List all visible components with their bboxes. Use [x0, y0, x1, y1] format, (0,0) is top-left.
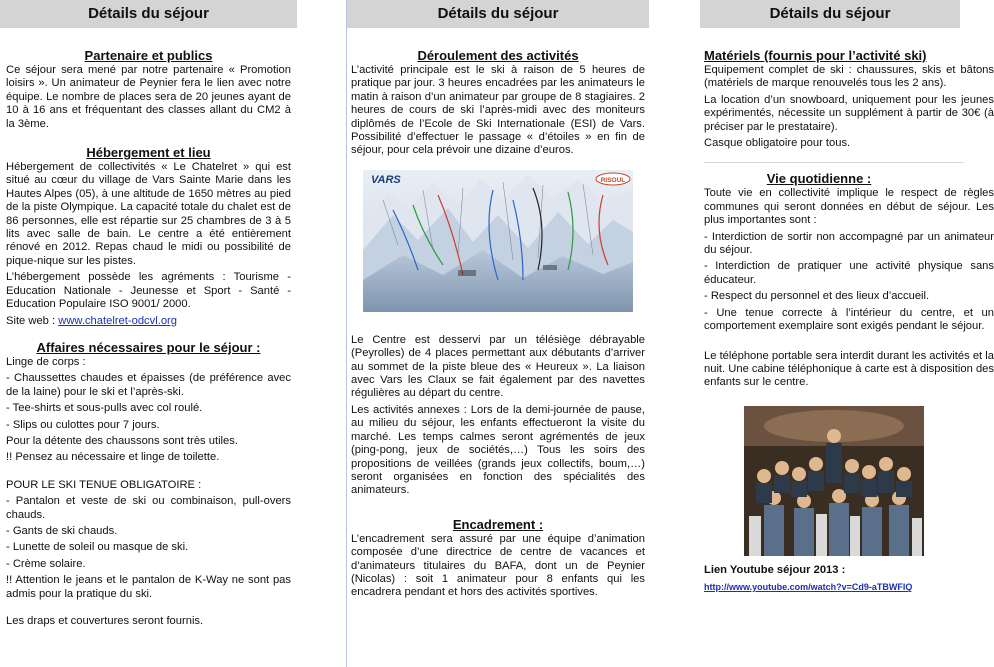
belongings-line: Linge de corps : — [6, 355, 86, 368]
youtube-link[interactable]: http://www.youtube.com/watch?v=Cd9-aTBWFlQ — [704, 582, 913, 593]
rule-item: - Respect du personnel et des lieux d’accueil. — [704, 290, 930, 303]
website-label: Site web : — [6, 314, 59, 327]
annex-activities-text: Les activités annexes : Lors de la demi-journée de pause, au milieu du séjour, les enfants effectueront la visite du marché. Les temps calmes seront agrémentés de jeux (ping-pong, jeux de sociétés,…) Tous les soirs des propositions de veillées (grands jeux collectifs, boum,…) seront organisées en fonction des spécialités des animateurs. — [351, 403, 645, 497]
snowboard-text: La location d’un snowboard, uniquement pour les jeunes expérimentés, nécessite un supplément à partir de 30€ (à préciser par le prestataire). — [704, 93, 994, 133]
section-title-activities: Déroulement des activités — [417, 48, 579, 63]
ski-outfit-line: - Gants de ski chauds. — [6, 524, 118, 537]
staff-text: L’encadrement sera assuré par une équipe d’animation composée d’une directrice de centre de vacances et d’animateurs titulaires du BAFA, dont un de Peynier (Nicolas) : soit 1 animateur pour 8 enfants qui les encadrera pendant et hors des activités sportives. — [351, 532, 645, 599]
section-title-lodging: Hébergement et lieu — [86, 145, 211, 161]
belongings-line: - Slips ou culottes pour 7 jours. — [6, 418, 160, 431]
rule-item: - Interdiction de sortir non accompagné par un animateur du séjour. — [704, 230, 994, 257]
belongings-line: Pour la détente des chaussons sont très utiles. — [6, 434, 238, 447]
website-line — [6, 315, 291, 328]
column-header: Détails du séjour — [700, 0, 960, 28]
map-label-vars: VARS — [371, 173, 401, 186]
website-link[interactable]: www.chatelret-odcvl.org — [58, 314, 177, 327]
ski-area-map — [363, 170, 633, 312]
bedding-note: Les draps et couvertures seront fournis. — [6, 615, 204, 627]
column-2 — [346, 0, 649, 667]
ski-outfit-line: !! Attention le jeans et le pantalon de K-Way ne sont pas admis pour la pratique du ski. — [6, 574, 291, 600]
belongings-line: - Chaussettes chaudes et épaisses (de préférence avec de la laine) pour le ski et l’après-ski. — [6, 372, 291, 398]
rule-item: - Une tenue correcte à l’intérieur du centre, et un comportement exemplaire sont exigés pendant le séjour. — [704, 306, 994, 333]
section-title-daily-life: Vie quotidienne : — [766, 171, 872, 187]
column-1 — [0, 0, 297, 667]
ski-outfit-line: - Lunette de soleil ou masque de ski. — [6, 541, 189, 554]
phone-policy-text: Le téléphone portable sera interdit durant les activités et la nuit. Une cabine téléphonique à carte est à disposition des enfants sur le centre. — [704, 349, 994, 389]
equipment-text: Equipement complet de ski : chaussures, skis et bâtons (matériels de marque renouvelés tous les 2 ans). — [704, 64, 994, 90]
column-header: Détails du séjour — [0, 0, 297, 28]
ski-outfit-line: - Crème solaire. — [6, 557, 86, 570]
ski-outfit-line: POUR LE SKI TENUE OBLIGATOIRE : — [6, 478, 202, 491]
lodging-text: Hébergement de collectivités « Le Chatelret » qui est situé au cœur du village de Vars Sainte Marie dans les Hautes Alpes (05), à une altitude de 1650 mètres au pied de la piste Olympique. La capacité totale du chalet est de 86 personnes, elle est répartie sur 25 chambres de 3 à 5 lits avec salle de bain. Le centre a été entièrement rénové en 2012. Repas chaud le midi ou possibilité de pique-nique sur les pistes. — [6, 161, 291, 267]
belongings-line: - Tee-shirts et sous-pulls avec col roulé. — [6, 402, 203, 415]
section-title-partners: Partenaire et publics — [84, 48, 213, 63]
helmet-text: Casque obligatoire pour tous. — [704, 137, 851, 150]
belongings-line: !! Pensez au nécessaire et linge de toilette. — [6, 451, 220, 464]
activities-text: L’activité principale est le ski à raison de 5 heures de pratique par jour. 3 heures encadrées par les animateurs le matin à raison d’un animateur par groupe de 8 stagiaires. 2 heures de cours de ski l’après-midi avec des moniteurs diplômés de l’Ecole de Ski Internationale (ESI) de Vars. Possibilité d’effectuer le passage « d’étoiles » en fin de séjour, pour cela prévoir une dizaine d’euros. — [351, 64, 645, 157]
map-label-risoul: RISOUL — [600, 176, 626, 184]
group-photo — [744, 406, 924, 556]
column-3 — [700, 0, 994, 667]
section-title-belongings: Affaires nécessaires pour le séjour : — [36, 339, 261, 355]
daily-life-intro: Toute vie en collectivité implique le respect de règles communes qui seront données en début de séjour. Les plus importantes sont : — [704, 187, 994, 227]
section-title-equipment: Matériels (fournis pour l’activité ski) — [704, 48, 927, 63]
lodging-agreements: L’hébergement possède les agréments : Tourisme - Education Nationale - Jeunesse et Sport - Santé - Education Populaire ISO 9001/ 2000. — [6, 271, 291, 311]
partners-text: Ce séjour sera mené par notre partenaire « Promotion loisirs ». Un animateur de Peynier fera le lien avec notre équipe. Le nombre de places sera de 20 jeunes ayant de 10 à 16 ans et fréquentant des classes allant du CM2 à la 3ème. — [6, 64, 291, 130]
center-access-text: Le Centre est desservi par un télésiège débrayable (Peyrolles) de 4 places permettant aux débutants d’arriver au sommet de la piste bleue des « Heureux ». La liaison avec Vars les Claux se fait également par des navettes régulières au départ du centre. — [351, 333, 645, 400]
youtube-title: Lien Youtube séjour 2013 : — [704, 563, 846, 576]
column-header: Détails du séjour — [347, 0, 649, 28]
ski-outfit-line: - Pantalon et veste de ski ou combinaison, pull-overs chauds. — [6, 495, 291, 521]
section-title-staff: Encadrement : — [452, 516, 544, 532]
rule-item: - Interdiction de pratiquer une activité physique sans éducateur. — [704, 260, 994, 286]
